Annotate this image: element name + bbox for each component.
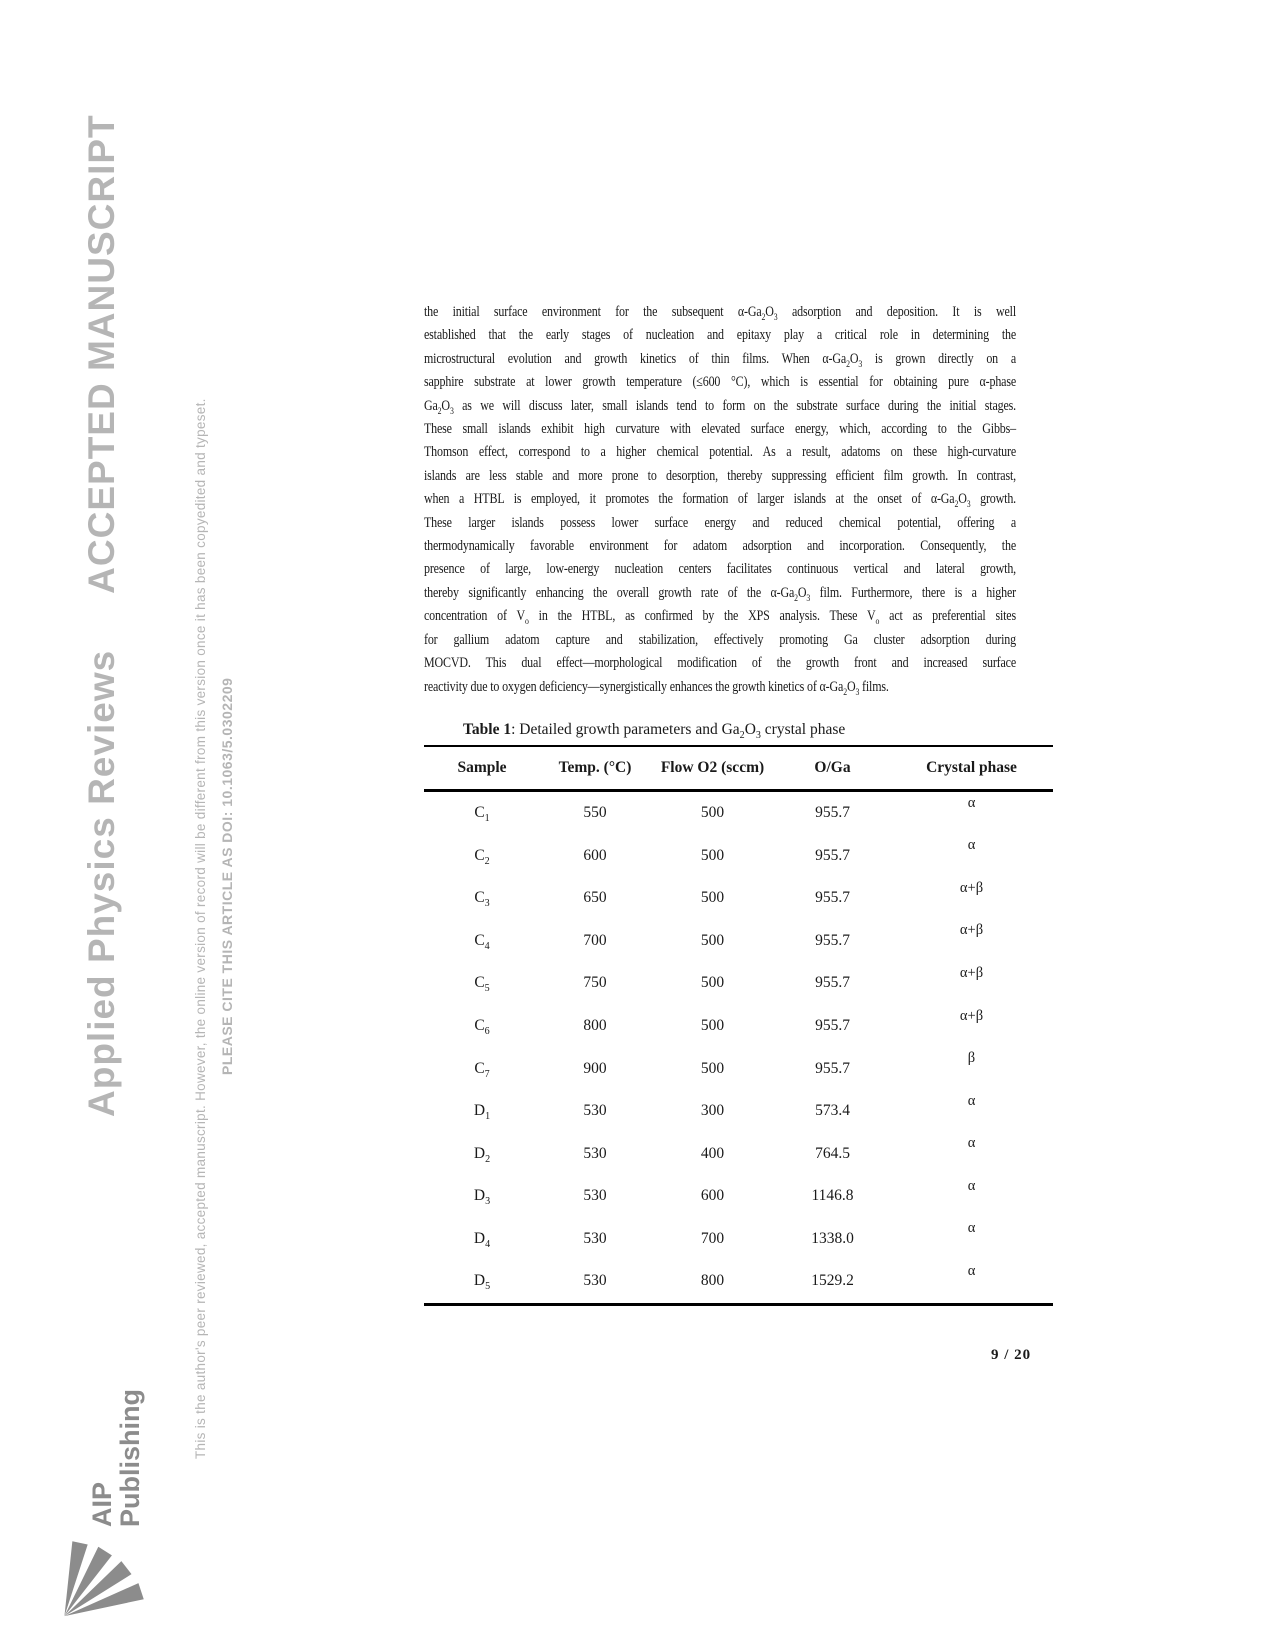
table-cell-phase: α bbox=[967, 1135, 976, 1152]
table-row bbox=[424, 792, 1053, 835]
table-cell-temp: 900 bbox=[583, 1059, 607, 1077]
column-header-phase: Crystal phase bbox=[926, 759, 1017, 776]
table-cell-temp: 650 bbox=[583, 889, 607, 907]
body-line: established that the early stages of nucleation and epitaxy play a critical role in determining the bbox=[424, 327, 1016, 344]
table-cell-temp: 550 bbox=[583, 804, 607, 822]
table-cell-oga: 955.7 bbox=[815, 1059, 850, 1077]
table-row bbox=[424, 1175, 1053, 1218]
table-cell-sample: $D_5$ bbox=[473, 1272, 491, 1293]
table-cell-phase: α bbox=[967, 1220, 976, 1237]
publisher-name-line1: AIP bbox=[87, 1481, 117, 1527]
table-cell-oga: 955.7 bbox=[815, 1017, 850, 1034]
table-cell-oga: 955.7 bbox=[815, 974, 850, 992]
column-header-temp: Temp. (°C) bbox=[558, 759, 632, 776]
publisher-name-line2: Publishing bbox=[115, 1389, 145, 1527]
body-line: presence of large, low-energy nucleation centers facilitates continuous vertical and lateral growth, bbox=[424, 561, 1016, 578]
table-cell-temp: 530 bbox=[583, 1102, 607, 1120]
body-line: Thomson effect, correspond to a higher chemical potential. As a result, adatoms on these high-curvature bbox=[424, 444, 1016, 461]
table-cell-temp: 530 bbox=[583, 1229, 607, 1247]
table-cell-sample: $C_2$ bbox=[474, 846, 490, 867]
table-cell-oga: 573.4 bbox=[815, 1102, 850, 1120]
table-cell-phase: α bbox=[967, 1177, 976, 1194]
body-line: reactivity due to oxygen deficiency—synergistically enhances the growth kinetics of $\alpha-Ga_2O_3$ films. bbox=[424, 678, 889, 698]
table-cell-temp: 750 bbox=[583, 974, 607, 992]
body-line: the initial surface environment for the subsequent $\alpha-Ga_2O_3$ adsorption and deposition. It is well bbox=[424, 304, 1016, 323]
table-cell-temp: 800 bbox=[583, 1017, 607, 1034]
table-cell-sample: $D_3$ bbox=[473, 1187, 491, 1208]
table-row bbox=[424, 1217, 1053, 1260]
column-header-flow: Flow O2 (sccm) bbox=[660, 759, 765, 776]
table-cell-sample: $C_5$ bbox=[474, 974, 490, 995]
table-cell-sample: $C_3$ bbox=[474, 889, 490, 910]
table-cell-sample: $D_2$ bbox=[473, 1144, 491, 1165]
body-line: These small islands exhibit high curvature with elevated surface energy, which, according to the Gibbs– bbox=[424, 421, 1016, 438]
table-caption bbox=[424, 719, 1053, 745]
table-cell-phase: α+β bbox=[959, 1007, 984, 1024]
table-cell-flow: 500 bbox=[700, 1017, 725, 1034]
column-header-oga: O/Ga bbox=[814, 759, 851, 776]
journal-name: Applied Physics Reviews bbox=[81, 649, 122, 1117]
table-row bbox=[424, 1047, 1053, 1090]
table-cell-phase: α+β bbox=[959, 879, 984, 896]
manuscript-status: ACCEPTED MANUSCRIPT bbox=[81, 114, 122, 594]
body-line: sapphire substrate at lower growth temperature (≤600 °C), which is essential for obtaining pure α-phase bbox=[424, 374, 1016, 391]
table-cell-oga: 955.7 bbox=[815, 889, 850, 907]
body-line: when a HTBL is employed, it promotes the formation of larger islands at the onset of $\alpha-Ga_2O_3$ growth. bbox=[424, 491, 1016, 511]
table-cell-sample: $C_6$ bbox=[474, 1017, 490, 1038]
table-row bbox=[424, 1132, 1053, 1175]
table-cell-phase: α bbox=[967, 1092, 976, 1109]
body-line: thermodynamically favorable environment for adatom adsorption and incorporation. Consequently, the bbox=[424, 538, 1016, 555]
body-line: islands are less stable and more prone to desorption, thereby suppressing efficient film growth. In contrast, bbox=[424, 467, 1016, 484]
table-row bbox=[424, 1005, 1053, 1048]
table-cell-phase: α bbox=[967, 1262, 976, 1279]
table-cell-flow: 500 bbox=[700, 889, 725, 907]
growth-parameters-table bbox=[424, 719, 1053, 1306]
body-line: These larger islands possess lower surface energy and reduced chemical potential, offering a bbox=[424, 514, 1016, 531]
table-cell-temp: 530 bbox=[583, 1272, 607, 1290]
table-cell-flow: 500 bbox=[700, 931, 725, 949]
table-row bbox=[424, 877, 1053, 920]
table-cell-sample: $C_7$ bbox=[474, 1059, 490, 1080]
table-cell-flow: 800 bbox=[700, 1272, 725, 1290]
table-cell-flow: 600 bbox=[700, 1187, 725, 1205]
table-cell-oga: 955.7 bbox=[815, 931, 850, 949]
table-row bbox=[424, 962, 1053, 1005]
table-cell-phase: α+β bbox=[959, 922, 984, 939]
table-cell-phase: β bbox=[967, 1050, 976, 1067]
page-number: 9 / 20 bbox=[991, 1347, 1032, 1363]
table-cell-sample: $C_4$ bbox=[474, 931, 490, 952]
body-line: microstructural evolution and growth kinetics of thin films. When $\alpha-Ga_2O_3$ is grown directly on a bbox=[424, 350, 1016, 370]
table-cell-phase: α+β bbox=[959, 964, 984, 981]
table-rows bbox=[424, 792, 1053, 1303]
table-cell-flow: 500 bbox=[700, 974, 725, 992]
body-line: MOCVD. This dual effect—morphological modification of the growth front and increased surface bbox=[424, 655, 1016, 672]
table-cell-oga: 1529.2 bbox=[811, 1272, 854, 1290]
table-cell-oga: 764.5 bbox=[815, 1144, 850, 1162]
column-header-sample: Sample bbox=[457, 759, 507, 776]
table-cell-flow: 700 bbox=[700, 1229, 725, 1247]
body-paragraph bbox=[424, 301, 1016, 699]
table-cell-temp: 600 bbox=[583, 846, 607, 864]
table-cell-oga: 955.7 bbox=[815, 846, 850, 864]
table-cell-oga: 955.7 bbox=[815, 804, 850, 822]
table-cell-temp: 530 bbox=[583, 1144, 607, 1162]
table-cell-sample: $D_4$ bbox=[473, 1229, 491, 1250]
body-line: for gallium adatom capture and stabilization, effectively promoting Ga cluster adsorption during bbox=[424, 631, 1016, 648]
table-cell-sample: $C_1$ bbox=[474, 804, 490, 825]
table-row bbox=[424, 920, 1053, 963]
table-caption-label: Table 1 bbox=[463, 721, 512, 738]
table-cell-sample: $D_1$ bbox=[473, 1102, 491, 1123]
table-cell-flow: 400 bbox=[700, 1144, 725, 1162]
body-line: concentration of $V_o$ in the HTBL, as confirmed by the XPS analysis. These $V_o$ act as preferential sites bbox=[424, 608, 1016, 628]
table-cell-flow: 300 bbox=[700, 1102, 725, 1120]
table-bottom-rule bbox=[424, 1303, 1053, 1306]
table-cell-phase: α bbox=[967, 837, 976, 854]
table-cell-flow: 500 bbox=[700, 804, 725, 822]
page: Applied Physics ReviewsACCEPTED MANUSCRIPT This is the author's peer reviewed, accepted manuscript. However, the online version of record will be different from this version once it has been copyedited and typeset. PLEASE CITE THIS ARTICLE AS DOI: 10.1063/5.0302209 AIP Publishing the initial surface environment for the subsequent $\alpha-Ga_2O_3$ adsorption and deposition. It is well established that the early stages of nucleation and epitaxy play a critical role in determining the microstructural evolution and growth kinetics of thin films. When $\alpha-Ga_2O_3$ is grown directly on a sapphire substrate at lower growth temperature (≤600 °C), which is essential for obtaining pure α-phase $Ga_2O_3$ as we will discuss later, small islands tend to form on the substrate surface during the initial stages. These small islands exhibit high curvature with elevated surface energy, which, according to the Gibbs– Thomson effect, correspond to a higher chemical potential. As a result, adatoms on these high-curvature islands are less stable and more prone to desorption, thereby suppressing efficient film growth. In contrast, when a HTBL is employed, it promotes the formation of larger islands at the onset of $\alpha-Ga_2O_3$ growth. These larger islands possess lower surface energy and reduced chemical potential, offering a thermodynamically favorable environment for adatom adsorption and incorporation. Consequently, the presence of large, low-energy nucleation centers facilitates continuous vertical and lateral growth, thereby significantly enhancing the overall growth rate of the $\alpha-Ga_2O_3$ film. Furthermore, there is a higher concentration of $V_o$ in the HTBL, as confirmed by the XPS analysis. These $V_o$ act as preferential sites for gallium adatom capture and stabilization, effectively promoting Ga cluster adsorption during MOCVD. This dual effect—morphological modification of the growth front and increased surface reactivity due to oxygen deficiency—synergistically enhances the growth kinetics of $\alpha-Ga_2O_3$ films. Table 1: Detailed growth parameters and $Ga_2O_3$ crystal phase Sample Temp. (°C) Flow O2 (sccm) O/Ga Crystal phase $C_1$ 550 500 955.7 α $C_2$ 600 500 955.7 α $C_3$ 650 500 955.7 α+β $C_4$ 700 500 955.7 α+β $C_5$ 750 500 955.7 α+β $C_6$ 800 500 955.7 α+β $C_7$ 900 500 955.7 β $D_1$ 530 300 573.4 α $D_2$ 530 400 764.5 α $D_3$ 530 600 1146.8 α $D_4$ 530 700 1338.0 α $D_5$ 530 800 1529.2 α 9 / 20 bbox=[0, 0, 1275, 1650]
table-row bbox=[424, 1260, 1053, 1303]
table-cell-oga: 1146.8 bbox=[811, 1187, 854, 1205]
table-cell-temp: 700 bbox=[583, 931, 607, 949]
table-cell-temp: 530 bbox=[583, 1187, 607, 1205]
body-line: thereby significantly enhancing the overall growth rate of the $\alpha-Ga_2O_3$ film. Furthermore, there is a higher bbox=[424, 584, 1016, 604]
table-cell-phase: α bbox=[967, 794, 976, 811]
table-cell-flow: 500 bbox=[700, 846, 725, 864]
table-cell-flow: 500 bbox=[700, 1059, 725, 1077]
table-header-row bbox=[424, 747, 1053, 789]
table-row bbox=[424, 1090, 1053, 1133]
table-row bbox=[424, 835, 1053, 878]
fan-blades-icon bbox=[58, 1537, 150, 1619]
table-cell-oga: 1338.0 bbox=[811, 1229, 854, 1247]
body-line: $Ga_2O_3$ as we will discuss later, small islands tend to form on the substrate surface during the initial stages. bbox=[424, 397, 1016, 417]
table-caption-text: : Detailed growth parameters and $Ga_2O_3$ crystal phase bbox=[511, 721, 846, 742]
